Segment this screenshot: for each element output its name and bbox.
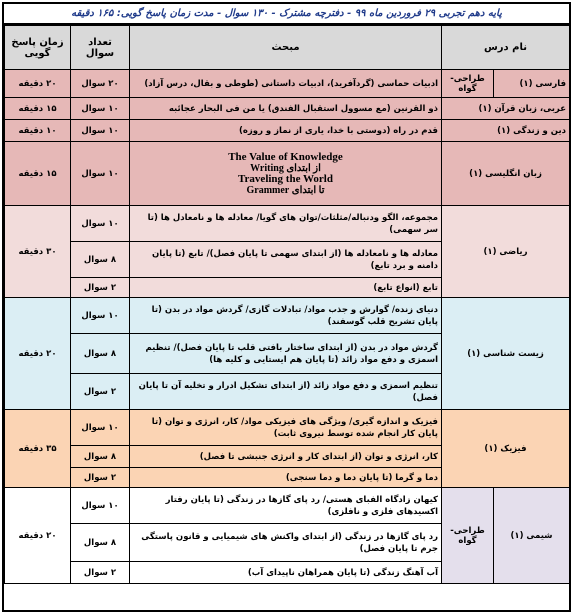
topic-english xyxy=(130,142,442,206)
designer-farsi: طراحی- گواه xyxy=(442,70,494,98)
count-zist-1: ۱۰ سوال xyxy=(71,298,130,334)
english-line-3: Traveling the World xyxy=(238,172,333,185)
topic-riazi-3: تابع (انواع تابع) xyxy=(130,278,442,298)
english-line-2: از ابتدای Writing xyxy=(250,162,321,174)
topic-zist-2: گردش مواد در بدن (از ابتدای ساختار بافتی قلب تا پایان فصل)/ تنظیم اسمزی و دفع مواد زائد (تا پایان هم ایستایی و کلیه ها) xyxy=(130,334,442,374)
row-zist-1 xyxy=(5,298,570,334)
header-row xyxy=(5,26,570,70)
count-riazi-2: ۸ سوال xyxy=(71,242,130,278)
row-arabi xyxy=(5,98,570,120)
count-farsi: ۲۰ سوال xyxy=(71,70,130,98)
header-topic: مبحث xyxy=(130,26,442,70)
exam-schedule-sheet xyxy=(2,2,571,612)
topic-riazi-2: معادله ها و نامعادله ها (از ابتدای سهمی تا پایان فصل)/ تابع (تا پایان دامنه و برد تابع) xyxy=(130,242,442,278)
count-shimi-2: ۸ سوال xyxy=(71,524,130,562)
row-riazi-1 xyxy=(5,206,570,242)
count-zist-3: ۲ سوال xyxy=(71,374,130,410)
topic-shimi-3: آب آهنگ زندگی (تا پایان همراهان ناپیدای آب) xyxy=(130,562,442,584)
topic-arabi: ذو القرنین (مع مسوول استقبال الفندق) یا من فی البحار عجائبه xyxy=(130,98,442,120)
time-shimi: ۲۰ دقیقه xyxy=(5,488,71,584)
lesson-arabi: عربی، زبان قرآن (۱) xyxy=(442,98,570,120)
schedule-table xyxy=(4,25,570,584)
topic-zist-3: تنظیم اسمزی و دفع مواد زائد (از ابتدای تشکیل ادرار و تخلیه آن تا پایان فصل) xyxy=(130,374,442,410)
lesson-riazi: ریاضی (۱) xyxy=(442,206,570,298)
lesson-farsi: فارسی (۱) xyxy=(494,70,570,98)
count-shimi-1: ۱۰ سوال xyxy=(71,488,130,524)
row-fizik-1 xyxy=(5,410,570,446)
time-english: ۱۵ دقیقه xyxy=(5,142,71,206)
count-fizik-1: ۱۰ سوال xyxy=(71,410,130,446)
topic-shimi-1: کیهان زادگاه الفبای هستی/ رد پای گازها در زندگی (تا پایان رفتار اکسیدهای فلزی و نافلزی) xyxy=(130,488,442,524)
row-english xyxy=(5,142,570,206)
count-din: ۱۰ سوال xyxy=(71,120,130,142)
count-english: ۱۰ سوال xyxy=(71,142,130,206)
time-farsi: ۲۰ دقیقه xyxy=(5,70,71,98)
time-fizik: ۳۵ دقیقه xyxy=(5,410,71,488)
designer-shimi: طراحی- گواه xyxy=(442,488,494,584)
count-riazi-3: ۲ سوال xyxy=(71,278,130,298)
header-count: تعداد سوال xyxy=(71,26,130,70)
count-fizik-3: ۲ سوال xyxy=(71,468,130,488)
english-line-1: The Value of Knowledge xyxy=(228,150,343,163)
topic-shimi-2: رد پای گازها در زندگی (از ابتدای واکنش های شیمیایی و قانون پاستگی جرم تا پایان فصل) xyxy=(130,524,442,562)
row-shimi-1 xyxy=(5,488,570,524)
count-shimi-3: ۲ سوال xyxy=(71,562,130,584)
lesson-fizik: فیزیک (۱) xyxy=(442,410,570,488)
time-arabi: ۱۵ دقیقه xyxy=(5,98,71,120)
count-riazi-1: ۱۰ سوال xyxy=(71,206,130,242)
topic-farsi: ادبیات حماسی (گردآفرید)، ادبیات داستانی (طوطی و بقال، درس آزاد) xyxy=(130,70,442,98)
lesson-din: دین و زندگی (۱) xyxy=(442,120,570,142)
topic-riazi-1: مجموعه، الگو ودنباله/مثلثات/توان های گویا/ معادله ها و نامعادل ها (تا سر سهمی) xyxy=(130,206,442,242)
sheet-title: پایه دهم تجربی ۲۹ فروردین ماه ۹۹ - دفترچه مشترک - ۱۳۰ سوال - مدت زمان پاسخ گویی: ۱۶۵ دقیقه xyxy=(4,4,569,25)
topic-fizik-1: فیزیک و اندازه گیری/ ویژگی های فیزیکی مواد/ کار، انرژی و توان (تا پایان کار انجام شده توسط نیروی ثابت) xyxy=(130,410,442,446)
lesson-english: زبان انگلیسی (۱) xyxy=(442,142,570,206)
topic-fizik-2: کار، انرژی و توان (از ابتدای کار و انرژی جنبشی تا فصل) xyxy=(130,446,442,468)
header-time: زمان پاسخ گویی xyxy=(5,26,71,70)
count-zist-2: ۸ سوال xyxy=(71,334,130,374)
count-arabi: ۱۰ سوال xyxy=(71,98,130,120)
lesson-zist: زیست شناسی (۱) xyxy=(442,298,570,410)
time-din: ۱۰ دقیقه xyxy=(5,120,71,142)
header-lesson: نام درس xyxy=(442,26,570,70)
time-zist: ۲۰ دقیقه xyxy=(5,298,71,410)
topic-fizik-3: دما و گرما (تا پایان دما و دما سنجی) xyxy=(130,468,442,488)
topic-din: قدم در راه (دوستی با خدا، یاری از نماز و روزه) xyxy=(130,120,442,142)
english-line-4: تا ابتدای Grammer xyxy=(246,184,325,196)
topic-zist-1: دنیای زنده/ گوارش و جذب مواد/ تبادلات گازی/ گردش مواد در بدن (تا پایان تشریح قلب گوسفند) xyxy=(130,298,442,334)
count-fizik-2: ۸ سوال xyxy=(71,446,130,468)
lesson-shimi: شیمی (۱) xyxy=(494,488,570,584)
time-riazi: ۳۰ دقیقه xyxy=(5,206,71,298)
row-farsi xyxy=(5,70,570,98)
row-din xyxy=(5,120,570,142)
